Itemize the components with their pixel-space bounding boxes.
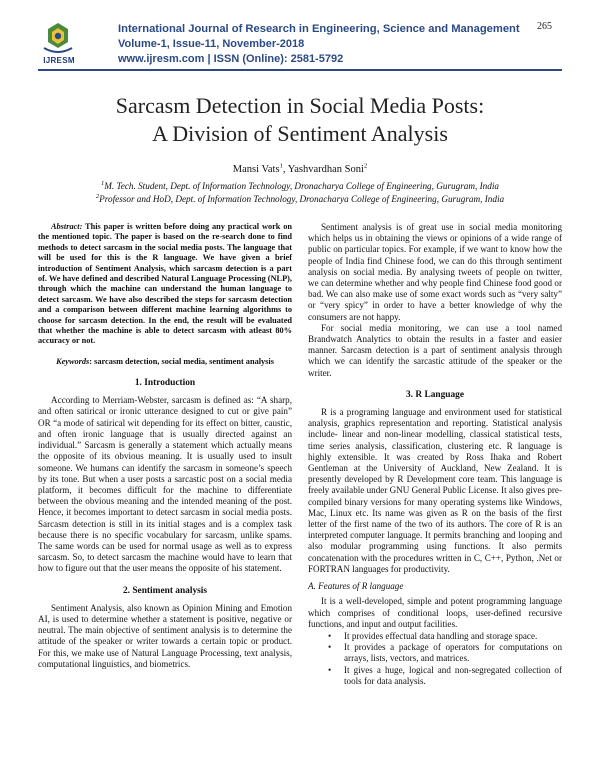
affiliation-2-sup: 2 — [95, 192, 100, 200]
affiliation-2 — [0, 193, 600, 206]
list-item — [308, 642, 562, 664]
bullet-icon: • — [328, 642, 332, 653]
sentiment-analysis-paragraph: Sentiment Analysis, also known as Opinion Mining and Emotion AI, is used to determine whether a statement is positive, negative or neutral. The main objective of sentiment analysis is to determine the attitude of the speaker or writer towards a certain topic or product. For this, we make use of Natural Language Processing, text analysis, computational linguistics, and biometrics. — [38, 602, 292, 669]
section-heading-sentiment-analysis: 2. Sentiment analysis — [122, 585, 208, 596]
header-rule — [38, 69, 562, 71]
journal-name: International Journal of Research in Engineering, Science and Management — [118, 23, 520, 35]
website-issn-line: www.ijresm.com | ISSN (Online): 2581-5792 — [118, 53, 344, 65]
affiliations — [0, 180, 600, 206]
title-line-2: A Division of Sentiment Analysis — [152, 121, 448, 146]
social-media-monitoring-paragraph: Sentiment analysis is of great use in social media monitoring which helps us in obtaining the views or opinions of a wide range of public on particular topics. For example, if we want to know how the people of India find Chinese food, we can do this through sentiment analysis on social media. By analysing tweets of people on twitter, we can determine whether and why people find Chinese food good or bad. We can also make use of some exact words such as “very salty” or “very spicy” in order to have a better knowledge of why the consumers are not happy. — [308, 222, 562, 322]
feature-text: It gives a huge, logical and non-segregated collection of tools for data analysis. — [344, 664, 562, 686]
paper-title — [0, 92, 600, 148]
feature-text: It provides effectual data handling and storage space. — [344, 630, 538, 641]
affiliation-1 — [0, 180, 600, 193]
bullet-icon: • — [328, 664, 332, 675]
keywords — [38, 356, 292, 367]
affiliation-1-text: M. Tech. Student, Dept. of Information Technology, Dronacharya College of Engineering, Gurugram, India — [104, 181, 500, 191]
author-1: Mansi Vats — [232, 164, 280, 175]
bullet-icon: • — [328, 630, 332, 641]
author-separator: , — [282, 164, 288, 175]
introduction-paragraph: According to Merriam-Webster, sarcasm is defined as: “A sharp, and often satirical or ironic utterance designed to cut or give pain” OR “a mode of satirical wit depending for its effect on bitter, caustic, and often ironic language that is usually directed against an individual.” Sarcasm is generally a statement which actually means the opposite of its obvious meaning. It is usually used to insult someone. We humans can identify the sarcasm in someone’s speech by its tone. But when a user posts a sarcastic post on a social media platform, it becomes difficult for the machine to differentiate between the obvious meaning and the intended meaning of the post. Hence, it becomes important to detect sarcasm in social media posts. Sarcasm detection is still in its initial stages and is a complex task because there is no specific vocabulary for sarcasm, unlike spams. The same words can be used for normal usage as well as to express sarcasm. So, to detect sarcasm the machine would have to learn that how to figure out that the user means the opposite of his statement. — [38, 395, 292, 574]
author-line — [0, 164, 600, 175]
section-heading-introduction: 1. Introduction — [134, 378, 196, 389]
keywords-text: : sarcasm detection, social media, sentiment analysis — [89, 356, 274, 366]
author-2: Yashvardhan Soni — [287, 164, 364, 175]
affiliation-2-text: Professor and HoD, Dept. of Information Technology, Dronacharya College of Engineering, Gurugram, India — [99, 194, 505, 204]
left-column — [38, 222, 292, 670]
journal-logo-icon — [38, 20, 78, 56]
section-heading-r-language: 3. R Language — [405, 389, 465, 400]
journal-header — [118, 22, 520, 67]
abstract — [38, 222, 292, 347]
abstract-text: This paper is written before doing any practical work on the mentioned topic. The paper is based on the re-search done to find methods to detect sarcasm in the social media posts. The language that will be used for this is the R language. We have given a brief introduction of Sentiment Analysis, which sarcasm detection is a part of. We have defined and described Natural Language Processing (NLP), through which the machine can understand the human language to detect sarcasm. We have also described the steps for sarcasm detection and a comparison between different machine learning algorithms to choose for sarcasm detection. In the end, the result will be evaluated that whether the machine is able to detect sarcasm with atleast 80% accuracy or not. — [38, 222, 292, 346]
feature-text: It provides a package of operators for computations on arrays, lists, vectors, and matrices. — [344, 642, 562, 664]
subsection-heading-features: A. Features of R language — [308, 581, 404, 592]
title-line-1: Sarcasm Detection in Social Media Posts: — [115, 93, 485, 118]
abstract-label: Abstract: — [51, 222, 83, 231]
author-1-sup: 1 — [279, 162, 283, 170]
list-item — [308, 665, 562, 687]
volume-line: Volume-1, Issue-11, November-2018 — [118, 38, 305, 50]
features-intro-paragraph: It is a well-developed, simple and potent programming language which comprises of conditional loops, user-defined recursive functions, and input and output facilities. — [308, 596, 562, 629]
logo-text: IJRESM — [43, 56, 75, 65]
features-list — [308, 631, 562, 687]
list-item — [308, 631, 562, 642]
page-number: 265 — [537, 21, 552, 32]
affiliation-1-sup: 1 — [100, 179, 105, 187]
right-column — [308, 222, 562, 687]
author-2-sup: 2 — [363, 162, 368, 170]
brandwatch-paragraph: For social media monitoring, we can use a tool named Brandwatch Analytics to obtain the results in a faster and easier manner. Sarcasm detection is a part of sentiment analysis through which we can identify the sarcastic attitude of the speaker or the writer. — [308, 322, 562, 378]
keywords-label: Keywords — [56, 356, 90, 366]
r-language-paragraph: R is a programing language and environment used for statistical analysis, graphics representation and reporting. Statistical analysis include- linear and non-linear modelling, classical statistical tests, time series analysis, classification, clustering etc. R language is highly extensible. It was created by Ross Ihaka and Robert Gentleman at the University of Auckland, New Zealand. It is presently developed by R Development core team. This language is freely available under GNU General Public License. It also gives pre-compiled binary versions for many operating systems like Windows, Mac, Linux etc. Its name was given as R on the basis of the first letter of the first name of the two of its authors. The core of R is an interpreted computer language. It permits branching and looping and also modular programming using functions. It also permits concatenation with the procedures written in C, C++, Python, .Net or FORTRAN languages for productivity. — [308, 407, 562, 574]
